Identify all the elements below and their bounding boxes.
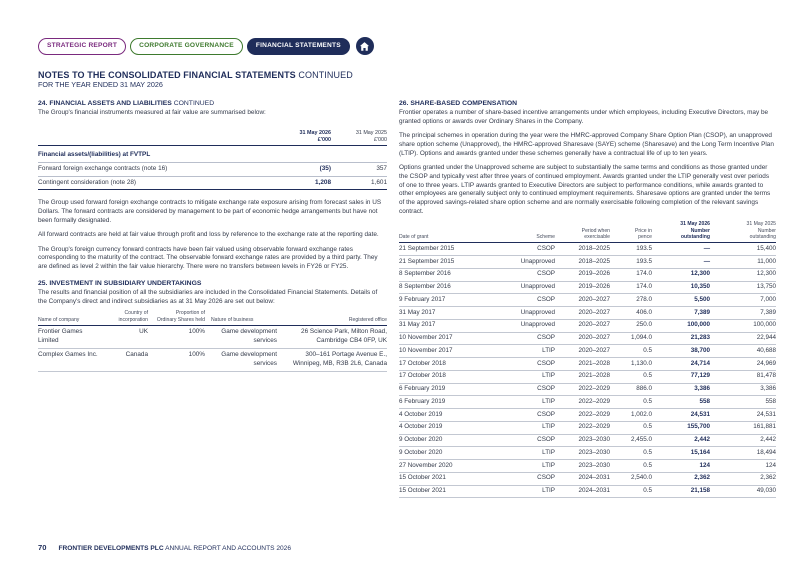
header-date: Date of grant <box>399 221 491 243</box>
left-column <box>38 99 387 372</box>
table-row <box>399 421 776 434</box>
table-row <box>399 294 776 307</box>
outstanding-current: 5,500 <box>652 294 710 307</box>
name-line: Frontier Games <box>38 327 83 335</box>
exercise-period: 2022–2029 <box>555 409 610 422</box>
price-pence: 406.0 <box>610 307 652 320</box>
fair-value-header-row <box>38 130 387 146</box>
outstanding-prior: 12,300 <box>710 268 776 281</box>
grant-date: 6 February 2019 <box>399 383 491 396</box>
outstanding-current: 21,283 <box>652 332 710 345</box>
table-row <box>399 256 776 269</box>
table-row <box>399 268 776 281</box>
note-26-paragraph-2: The principal schemes in operation during the year were the HMRC-approved Company Share Option Plan (CSOP), an unapproved share option scheme (Unapproved), the HMRC-approved Sharesave (SAYE) scheme (Sharesave) and the Long Term Incentive Plan (LTIP). Options and awards granted under these schemes generally have a contractual life of up to ten years. <box>399 132 774 157</box>
home-button[interactable] <box>356 37 374 55</box>
price-pence: 0.5 <box>610 460 652 473</box>
table-row <box>399 281 776 294</box>
exercise-period: 2022–2029 <box>555 396 610 409</box>
scheme: Unapproved <box>491 307 555 320</box>
outstanding-prior: 3,386 <box>710 383 776 396</box>
price-pence: 174.0 <box>610 281 652 294</box>
table-row <box>399 345 776 358</box>
grant-date: 31 May 2017 <box>399 307 491 320</box>
table-row <box>38 325 387 348</box>
page-title-text: NOTES TO THE CONSOLIDATED FINANCIAL STATEMENTS <box>38 70 296 80</box>
fair-value-table <box>38 130 387 189</box>
scheme: LTIP <box>491 485 555 498</box>
outstanding-current: 21,158 <box>652 485 710 498</box>
note-24-paragraph-3: The Group's foreign currency forward contracts have been fair valued using observable forward exchange rates corresponding to the maturity of the contract. The observable forward exchange rates are provided by a third party. They are defined as level 2 within the fair value hierarchy. There were no transfers between levels in FY26 or FY25. <box>38 245 378 271</box>
share-options-header-row <box>399 221 776 243</box>
grant-date: 15 October 2021 <box>399 485 491 498</box>
header-prior <box>710 221 776 243</box>
scheme: LTIP <box>491 345 555 358</box>
scheme: LTIP <box>491 460 555 473</box>
header-line: £'000 <box>317 136 331 143</box>
share-options-body <box>399 243 776 498</box>
grant-date: 21 September 2015 <box>399 243 491 256</box>
header-period <box>555 221 610 243</box>
header-line: 31 May 2025 <box>746 221 776 228</box>
note-24-paragraph-1: The Group used forward foreign exchange contracts to mitigate exchange rate exposure arising from forecast sales in US Dollars. The forward contracts are considered by management to be part of economic hedge arrangements but have not been formally designated. <box>38 199 382 224</box>
price-pence: 250.0 <box>610 319 652 332</box>
note-25-heading: 25. INVESTMENT IN SUBSIDIARY UNDERTAKINGS <box>38 279 202 287</box>
table-row <box>399 434 776 447</box>
outstanding-current: — <box>652 256 710 269</box>
grant-date: 9 October 2020 <box>399 447 491 460</box>
subsidiary-country: Canada <box>104 348 148 371</box>
value-current: 1,208 <box>275 176 331 189</box>
scheme: Unapproved <box>491 319 555 332</box>
header-line: 31 May 2026 <box>680 221 710 228</box>
fair-value-header-prior <box>331 130 387 146</box>
price-pence: 174.0 <box>610 268 652 281</box>
header-line: Ordinary Shares held <box>156 316 205 323</box>
outstanding-current: 2,442 <box>652 434 710 447</box>
footer-report: ANNUAL REPORT AND ACCOUNTS 2026 <box>165 545 291 552</box>
table-row <box>399 319 776 332</box>
exercise-period: 2024–2031 <box>555 485 610 498</box>
exercise-period: 2022–2029 <box>555 421 610 434</box>
scheme: CSOP <box>491 332 555 345</box>
scheme: LTIP <box>491 447 555 460</box>
header-price <box>610 221 652 243</box>
subsidiary-proportion: 100% <box>148 325 205 348</box>
name-line: Complex Games Inc. <box>38 350 98 358</box>
outstanding-current: 100,000 <box>652 319 710 332</box>
section-nav <box>38 37 374 55</box>
exercise-period: 2019–2026 <box>555 281 610 294</box>
price-pence: 2,540.0 <box>610 472 652 485</box>
grant-date: 17 October 2018 <box>399 358 491 371</box>
outstanding-current: 558 <box>652 396 710 409</box>
grant-date: 10 November 2017 <box>399 345 491 358</box>
share-options-table <box>399 221 776 498</box>
exercise-period: 2023–2030 <box>555 447 610 460</box>
scheme: CSOP <box>491 409 555 422</box>
header-line: Price in <box>635 227 652 234</box>
subsidiaries-header-row <box>38 310 387 325</box>
subsidiary-name <box>38 325 104 348</box>
footer-text <box>58 545 291 554</box>
table-row <box>399 447 776 460</box>
fair-value-table-rule <box>38 189 387 190</box>
header-proportion <box>148 310 205 325</box>
grant-date: 9 February 2017 <box>399 294 491 307</box>
home-icon <box>359 41 370 52</box>
grant-date: 15 October 2021 <box>399 472 491 485</box>
grant-date: 6 February 2019 <box>399 396 491 409</box>
price-pence: 0.5 <box>610 370 652 383</box>
table-row <box>399 485 776 498</box>
note-25-intro: The results and financial position of all the subsidiaries are included in the Consolidated Financial Statements. Details of the Company's direct and indirect subsidiaries as at 31 May 2026 are set out below: <box>38 288 378 305</box>
grant-date: 4 October 2019 <box>399 421 491 434</box>
business-line: services <box>253 336 277 344</box>
header-line: 31 May 2025 <box>355 129 387 136</box>
outstanding-prior: 11,000 <box>710 256 776 269</box>
note-26-heading: 26. SHARE-BASED COMPENSATION <box>399 100 518 107</box>
subsidiary-name <box>38 348 104 371</box>
office-line: 26 Science Park, Milton Road, <box>301 327 387 335</box>
grant-date: 17 October 2018 <box>399 370 491 383</box>
price-pence: 0.5 <box>610 447 652 460</box>
fair-value-section-row <box>38 146 387 163</box>
header-scheme: Scheme <box>491 221 555 243</box>
grant-date: 8 September 2016 <box>399 281 491 294</box>
office-line: Winnipeg, MB, R3B 2L6, Canada <box>292 359 387 367</box>
header-line: outstanding <box>680 233 710 240</box>
outstanding-prior: 81,478 <box>710 370 776 383</box>
header-business: Nature of business <box>205 310 277 325</box>
outstanding-prior: 7,389 <box>710 307 776 320</box>
exercise-period: 2020–2027 <box>555 307 610 320</box>
exercise-period: 2022–2029 <box>555 383 610 396</box>
nav-strategic-report[interactable]: STRATEGIC REPORT <box>38 38 126 55</box>
subsidiary-business <box>205 348 277 371</box>
exercise-period: 2019–2026 <box>555 268 610 281</box>
outstanding-current: 24,531 <box>652 409 710 422</box>
scheme: CSOP <box>491 358 555 371</box>
scheme: Unapproved <box>491 256 555 269</box>
subsidiaries-table <box>38 310 387 372</box>
outstanding-prior: 7,000 <box>710 294 776 307</box>
outstanding-prior: 100,000 <box>710 319 776 332</box>
outstanding-current: 15,164 <box>652 447 710 460</box>
outstanding-prior: 161,881 <box>710 421 776 434</box>
exercise-period: 2020–2027 <box>555 345 610 358</box>
table-row <box>38 162 387 176</box>
outstanding-current: 38,700 <box>652 345 710 358</box>
value-prior: 357 <box>331 162 387 176</box>
subsidiary-office <box>277 348 387 371</box>
table-row <box>399 243 776 256</box>
page-title-suffix: CONTINUED <box>298 70 353 80</box>
exercise-period: 2023–2030 <box>555 434 610 447</box>
name-line: Limited <box>38 336 59 344</box>
price-pence: 0.5 <box>610 396 652 409</box>
outstanding-current: 10,350 <box>652 281 710 294</box>
table-row <box>399 307 776 320</box>
price-pence: 1,002.0 <box>610 409 652 422</box>
scheme: CSOP <box>491 268 555 281</box>
table-row <box>399 472 776 485</box>
price-pence: 0.5 <box>610 345 652 358</box>
exercise-period: 2023–2030 <box>555 460 610 473</box>
price-pence: 193.5 <box>610 256 652 269</box>
table-row <box>399 358 776 371</box>
table-row <box>399 409 776 422</box>
office-line: Cambridge CB4 0FP, UK <box>316 336 387 344</box>
nav-corporate-governance[interactable]: CORPORATE GOVERNANCE <box>130 38 243 55</box>
outstanding-prior: 13,750 <box>710 281 776 294</box>
scheme: LTIP <box>491 396 555 409</box>
row-label: Forward foreign exchange contracts (note 16) <box>38 162 275 176</box>
fair-value-header-blank <box>38 130 275 146</box>
outstanding-current: 24,714 <box>652 358 710 371</box>
exercise-period: 2020–2027 <box>555 332 610 345</box>
header-line: Period when <box>581 227 610 234</box>
value-current: (35) <box>275 162 331 176</box>
price-pence: 2,455.0 <box>610 434 652 447</box>
outstanding-current: 7,389 <box>652 307 710 320</box>
price-pence: 1,094.0 <box>610 332 652 345</box>
table-row <box>38 348 387 371</box>
scheme: CSOP <box>491 472 555 485</box>
scheme: CSOP <box>491 383 555 396</box>
note-24-heading <box>38 99 387 108</box>
price-pence: 1,130.0 <box>610 358 652 371</box>
header-line: Number <box>690 227 710 234</box>
grant-date: 9 October 2020 <box>399 434 491 447</box>
outstanding-current: 2,362 <box>652 472 710 485</box>
note-26-paragraph-1: Frontier operates a number of share-based incentive arrangements under which employees, including Executive Directors, may be granted options or awards over Ordinary Shares in the Company. <box>399 109 769 125</box>
exercise-period: 2018–2025 <box>555 256 610 269</box>
header-country <box>104 310 148 325</box>
business-line: services <box>253 359 277 367</box>
table-row <box>399 460 776 473</box>
header-line: £'000 <box>373 136 387 143</box>
right-column <box>399 99 776 498</box>
exercise-period: 2021–2028 <box>555 370 610 383</box>
subsidiary-proportion: 100% <box>148 348 205 371</box>
grant-date: 27 November 2020 <box>399 460 491 473</box>
outstanding-prior: 558 <box>710 396 776 409</box>
header-line: outstanding <box>749 233 776 240</box>
subsidiary-country: UK <box>104 325 148 348</box>
page-subtitle: FOR THE YEAR ENDED 31 MAY 2026 <box>38 80 163 89</box>
scheme: CSOP <box>491 243 555 256</box>
grant-date: 4 October 2019 <box>399 409 491 422</box>
exercise-period: 2020–2027 <box>555 319 610 332</box>
header-current <box>652 221 710 243</box>
outstanding-current: — <box>652 243 710 256</box>
grant-date: 31 May 2017 <box>399 319 491 332</box>
scheme: LTIP <box>491 370 555 383</box>
exercise-period: 2021–2028 <box>555 358 610 371</box>
scheme: CSOP <box>491 294 555 307</box>
scheme: Unapproved <box>491 281 555 294</box>
outstanding-prior: 2,362 <box>710 472 776 485</box>
nav-financial-statements[interactable]: FINANCIAL STATEMENTS <box>247 38 350 55</box>
fair-value-section-label: Financial assets/(liabilities) at FVTPL <box>38 146 387 163</box>
outstanding-current: 77,129 <box>652 370 710 383</box>
outstanding-current: 124 <box>652 460 710 473</box>
header-office: Registered office <box>277 310 387 325</box>
scheme: LTIP <box>491 421 555 434</box>
business-line: Game development <box>221 327 277 335</box>
table-row <box>38 176 387 189</box>
value-prior: 1,601 <box>331 176 387 189</box>
outstanding-prior: 2,442 <box>710 434 776 447</box>
price-pence: 278.0 <box>610 294 652 307</box>
header-line: Country of <box>124 310 148 317</box>
grant-date: 21 September 2015 <box>399 256 491 269</box>
exercise-period: 2020–2027 <box>555 294 610 307</box>
note-24-heading-suffix: CONTINUED <box>173 100 215 107</box>
outstanding-prior: 124 <box>710 460 776 473</box>
outstanding-current: 3,386 <box>652 383 710 396</box>
page-number: 70 <box>38 543 47 552</box>
scheme: CSOP <box>491 434 555 447</box>
outstanding-current: 155,700 <box>652 421 710 434</box>
table-row <box>399 370 776 383</box>
outstanding-prior: 40,688 <box>710 345 776 358</box>
note-24-intro: The Group's financial instruments measured at fair value are summarised below: <box>38 109 266 117</box>
header-line: Proportion of <box>175 310 205 317</box>
exercise-period: 2018–2025 <box>555 243 610 256</box>
exercise-period: 2024–2031 <box>555 472 610 485</box>
header-line: 31 May 2026 <box>299 129 331 136</box>
header-line: Number <box>757 227 776 234</box>
outstanding-prior: 24,531 <box>710 409 776 422</box>
table-row <box>399 332 776 345</box>
outstanding-prior: 22,944 <box>710 332 776 345</box>
header-line: pence <box>638 233 652 240</box>
outstanding-prior: 24,969 <box>710 358 776 371</box>
outstanding-prior: 18,494 <box>710 447 776 460</box>
table-row <box>399 396 776 409</box>
note-24-heading-text: 24. FINANCIAL ASSETS AND LIABILITIES <box>38 100 172 107</box>
header-line: incorporation <box>118 316 148 323</box>
table-row <box>399 383 776 396</box>
price-pence: 0.5 <box>610 421 652 434</box>
grant-date: 10 November 2017 <box>399 332 491 345</box>
header-name: Name of company <box>38 310 104 325</box>
business-line: Game development <box>221 350 277 358</box>
price-pence: 193.5 <box>610 243 652 256</box>
office-line: 300–161 Portage Avenue E., <box>305 350 387 358</box>
fair-value-header-current <box>275 130 331 146</box>
page-footer <box>38 543 291 554</box>
subsidiary-office <box>277 325 387 348</box>
header-line: exercisable <box>584 233 610 240</box>
note-24-paragraph-2: All forward contracts are held at fair value through profit and loss by reference to the exchange rate at the reporting date. <box>38 231 379 239</box>
note-26-paragraph-3: Options granted under the Unapproved scheme are subject to substantially the same terms and conditions as those granted under the CSOP and typically vest after three years of continued employment. Awards granted under the LTIP generally vest over periods of one to three years. LTIP awards granted to Executive Directors are subject to performance conditions, while awards granted to other employees are generally subject only to continued employment requirements. Sharesave options are granted under the terms of the approved savings-related share option scheme and are normally exercisable following completion of the relevant savings contract. <box>399 164 771 215</box>
outstanding-prior: 15,400 <box>710 243 776 256</box>
footer-company: FRONTIER DEVELOPMENTS PLC <box>58 545 164 552</box>
subsidiary-business <box>205 325 277 348</box>
row-label: Contingent consideration (note 28) <box>38 176 275 189</box>
outstanding-current: 12,300 <box>652 268 710 281</box>
price-pence: 886.0 <box>610 383 652 396</box>
outstanding-prior: 49,030 <box>710 485 776 498</box>
grant-date: 8 September 2016 <box>399 268 491 281</box>
price-pence: 0.5 <box>610 485 652 498</box>
